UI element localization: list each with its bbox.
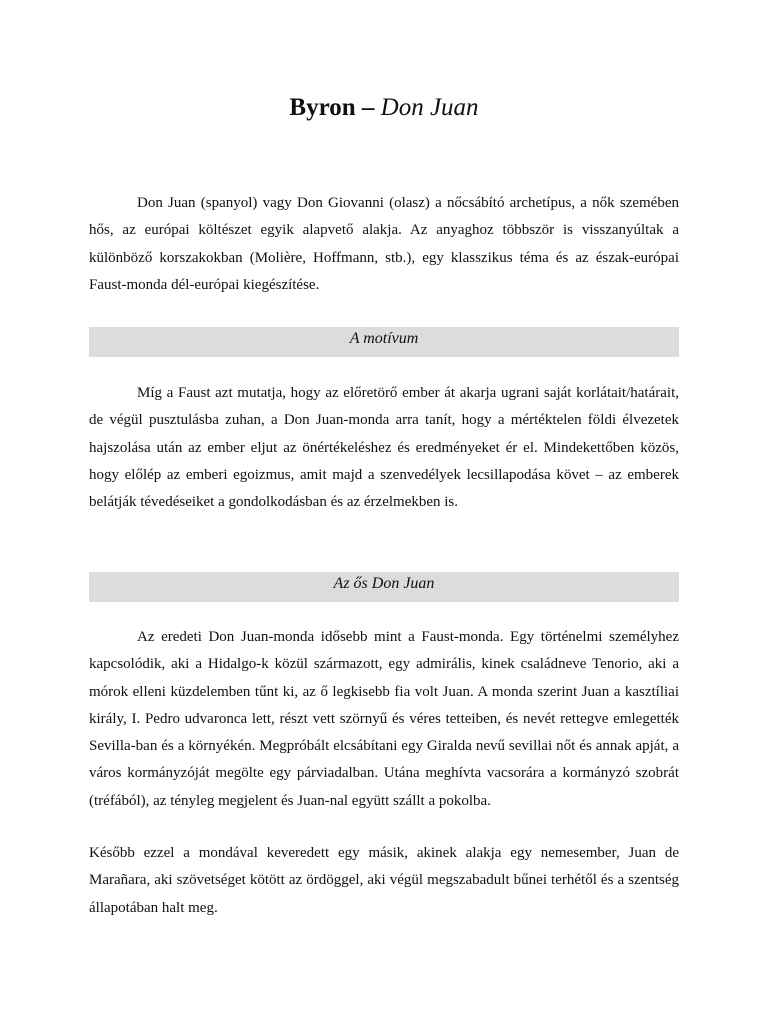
page-title bbox=[0, 90, 768, 126]
motivum-paragraph: Míg a Faust azt mutatja, hogy az előretörő ember át akarja ugrani saját korlátait/határait, de végül pusztulásba zuhan, a Don Juan-monda arra tanít, hogy a mértéktelen földi élvezetek hajszolása után az ember eljut az önértékeléshez és eredményeket ér el. Mindekettőben közös, hogy előlép az emberi egoizmus, amit majd a szenvedélyek lecsillapodása követ – az emberek belátják tévedéseiket a gondolkodásban és az érzelmekben is. bbox=[89, 385, 679, 511]
title-author: Byron – bbox=[289, 94, 375, 121]
title-work: Don Juan bbox=[380, 94, 479, 121]
section-heading-os-don-juan: Az ős Don Juan bbox=[89, 572, 679, 602]
intro-paragraph: Don Juan (spanyol) vagy Don Giovanni (olasz) a nőcsábító archetípus, a nők szemében hős, az európai költészet egyik alapvető alakja. Az anyaghoz többször is visszanyúltak a különböző korszakokban (Molière, Hoffmann, stb.), egy klasszikus téma és az észak-európai Faust-monda dél-európai kiegészítése. bbox=[89, 195, 679, 293]
later-legend-paragraph: Később ezzel a mondával keveredett egy másik, akinek alakja egy nemesember, Juan de Marañara, aki szövetséget kötött az ördöggel, aki végül megszabadult bűnei terhétől és a szentség állapotában halt meg. bbox=[89, 845, 679, 916]
os-don-juan-paragraph: Az eredeti Don Juan-monda idősebb mint a Faust-monda. Egy történelmi személyhez kapcsolódik, aki a Hidalgo-k közül származott, egy admirális, kinek családneve Tenorio, aki a mórok elleni küzdelemben tűnt ki, az ő legkisebb fia volt Juan. A monda szerint Juan a kasztíliai király, I. Pedro udvaronca lett, részt vett szörnyű és véres tetteiben, és nevét rettegve emlegették Sevilla-ban és a környékén. Megpróbált elcsábítani egy Giralda nevű sevillai nőt és annak apját, a város kormányzóját megölte egy párviadalban. Utána meghívta vacsorára a kormányzó szobrát (tréfából), az tényleg megjelent és Juan-nal együtt szállt a pokolba. bbox=[89, 629, 679, 809]
section-heading-motivum: A motívum bbox=[89, 327, 679, 357]
